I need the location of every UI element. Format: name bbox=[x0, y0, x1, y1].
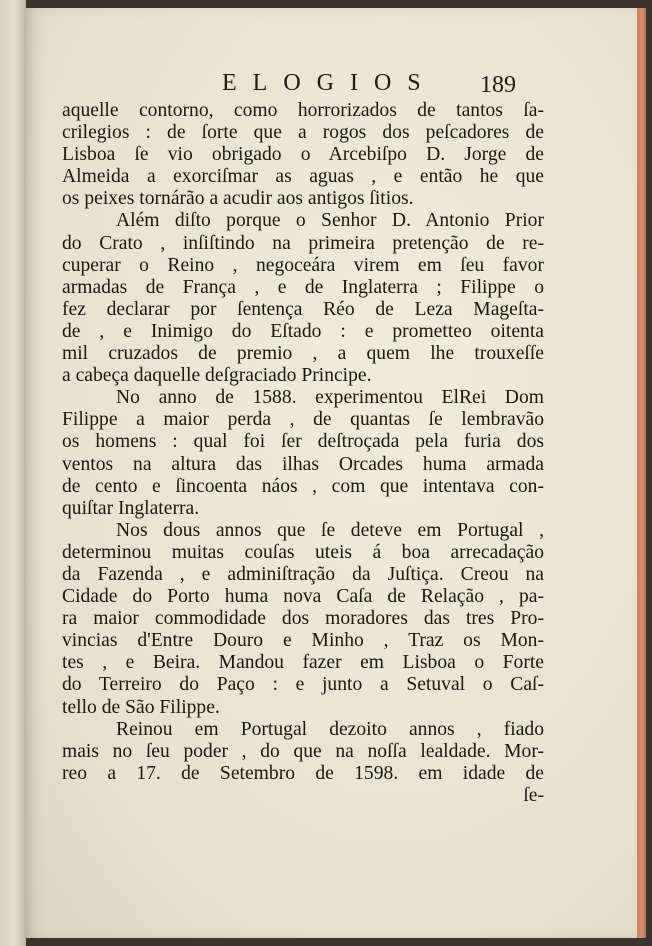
text-line: No anno de 1588. experimentou ElRei Dom bbox=[116, 387, 544, 409]
text-line: tello de São Filippe. bbox=[62, 696, 220, 718]
text-line: mil cruzados de premio , a quem lhe trouxeſſe bbox=[62, 343, 544, 365]
text-line: tes , e Beira. Mandou fazer em Lisboa o Forte bbox=[62, 652, 544, 674]
text-line: Almeida a exorciſmar as aguas , e então he que bbox=[62, 166, 544, 188]
text-line: do Crato , inſiſtindo na primeira pretenção de re- bbox=[62, 232, 544, 254]
text-line: crilegios : de ſorte que a rogos dos peſcadores de bbox=[62, 122, 544, 144]
text-line: vincias d'Entre Douro e Minho , Traz os Mon- bbox=[62, 630, 544, 652]
text-line: ventos na altura das ilhas Orcades huma armada bbox=[62, 453, 544, 475]
catchword: ſe- bbox=[523, 784, 544, 806]
text-line: os homens : qual foi ſer deſtroçada pela furia dos bbox=[62, 431, 544, 453]
text-line: a cabeça daquelle deſgraciado Principe. bbox=[62, 365, 372, 387]
text-line: Filippe a maior perda , de quantas ſe lembravão bbox=[62, 409, 544, 431]
text-line: determinou muitas couſas uteis á boa arrecadação bbox=[62, 541, 544, 563]
text-line: armadas de França , e de Inglaterra ; Filippe o bbox=[62, 276, 544, 298]
text-line: fez declarar por ſentença Réo de Leza Mageſta- bbox=[62, 298, 544, 320]
book-page bbox=[26, 8, 638, 938]
page-fore-edge bbox=[637, 8, 646, 938]
text-line: mais no ſeu poder , do que na noſſa lealdade. Mor- bbox=[62, 740, 544, 762]
text-line: cuperar o Reino , negoceára virem em ſeu favor bbox=[62, 254, 544, 276]
text-line: aquelle contorno, como horrorizados de tantos ſa- bbox=[62, 100, 544, 121]
page-header bbox=[26, 62, 638, 102]
running-head: ELOGIOS bbox=[222, 70, 437, 96]
body-text bbox=[62, 100, 544, 807]
text-line: Nos dous annos que ſe deteve em Portugal , bbox=[116, 519, 544, 541]
text-line: Além diſto porque o Senhor D. Antonio Prior bbox=[116, 210, 544, 232]
text-line: Lisboa ſe vio obrigado o Arcebiſpo D. Jorge de bbox=[62, 144, 544, 166]
text-line: os peixes tornárão a acudir aos antigos ſitios. bbox=[62, 188, 414, 210]
text-line: ra maior commodidade dos moradores das tres Pro- bbox=[62, 608, 544, 630]
text-line: de cento e ſincoenta náos , com que intentava con- bbox=[62, 475, 544, 497]
text-line: do Terreiro do Paço : e junto a Setuval o Caſ- bbox=[62, 674, 544, 696]
text-line: Cidade do Porto huma nova Caſa de Relação , pa- bbox=[62, 586, 544, 608]
text-line: da Fazenda , e adminiſtração da Juſtiça. Creou na bbox=[62, 563, 544, 585]
text-line: reo a 17. de Setembro de 1598. em idade de bbox=[62, 762, 544, 784]
text-line: quiſtar Inglaterra. bbox=[62, 497, 200, 519]
page-number: 189 bbox=[480, 72, 516, 98]
text-line: Reinou em Portugal dezoito annos , fiado bbox=[116, 718, 544, 740]
facing-page-edge bbox=[0, 0, 26, 946]
text-line: de , e Inimigo do Eſtado : e prometteo oitenta bbox=[62, 320, 544, 342]
